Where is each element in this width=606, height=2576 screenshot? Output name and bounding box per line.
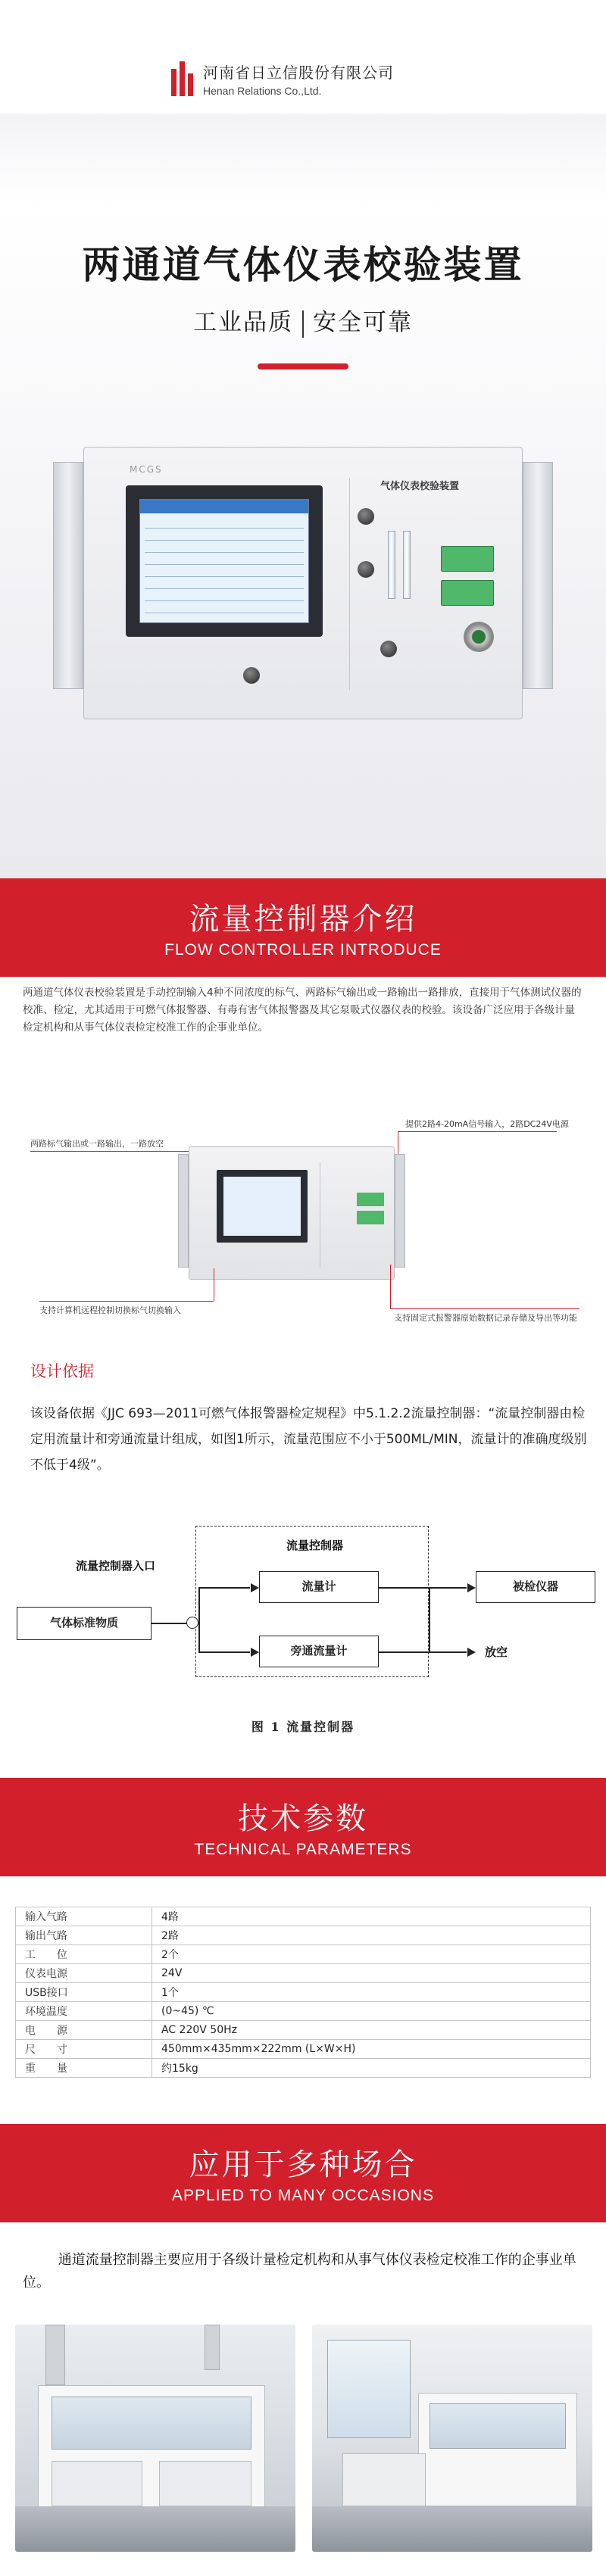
valve-knob-icon xyxy=(380,641,397,657)
section-title-cn: 技术参数 xyxy=(238,1801,368,1836)
flowmeter-tube-icon xyxy=(403,531,411,599)
design-basis-text: 该设备依据《JJC 693—2011可燃气体报警器检定规程》中5.1.2.2流量控制器：“流量控制器由检定用流量计和旁通流量计组成，如图1所示，流量范围应不小于500ML/MIN，流量计的准确度级别不低于4级”。 xyxy=(30,1406,587,1473)
company-logo xyxy=(171,61,394,97)
valve-knob-icon xyxy=(358,561,374,578)
diagram-dut-box: 被检仪器 xyxy=(476,1571,595,1603)
company-logo-icon xyxy=(171,61,194,96)
diagram-flowmeter-box: 流量计 xyxy=(259,1571,379,1603)
spec-row xyxy=(16,1926,591,1945)
control-knob-icon xyxy=(243,667,260,684)
arrow-icon xyxy=(467,1648,476,1657)
annotation-signal: 提供2路4-20mA信号输入，2路DC24V电源 xyxy=(405,1119,569,1129)
section-title-en: FLOW CONTROLLER INTRODUCE xyxy=(164,941,442,959)
spec-key: 尺 寸 xyxy=(16,2040,152,2059)
spec-key: 电 源 xyxy=(16,2021,152,2040)
design-basis-heading: 设计依据 xyxy=(30,1362,94,1380)
spec-row xyxy=(16,2002,591,2021)
spec-key: 输出气路 xyxy=(16,1926,152,1945)
logo-bar xyxy=(0,0,606,114)
section-banner-tech xyxy=(0,1778,606,1876)
valve-knob-icon xyxy=(358,508,374,525)
hero-section xyxy=(0,114,606,878)
section-title-en: APPLIED TO MANY OCCASIONS xyxy=(172,2187,434,2204)
spec-value: 2个 xyxy=(152,1945,591,1964)
annotated-device-figure xyxy=(0,1075,606,1333)
hero-accent-line xyxy=(258,363,348,370)
rack-ear-right xyxy=(523,462,553,689)
device-image xyxy=(53,439,553,719)
spec-value: 1个 xyxy=(152,1983,591,2002)
tagline-quality: 工业品质 xyxy=(193,309,293,336)
spec-key: 工 位 xyxy=(16,1945,152,1964)
panel-title: 气体仪表校验装置 xyxy=(380,481,460,492)
device-body xyxy=(83,447,523,719)
flowmeter-tube-icon xyxy=(388,531,395,599)
section-banner-apps xyxy=(0,2124,606,2222)
product-title: 两通道气体仪表校验装置 xyxy=(82,243,524,287)
company-name-cn: 河南省日立信股份有限公司 xyxy=(203,64,394,82)
arrow-icon xyxy=(251,1583,259,1592)
intro-paragraph: 两通道气体仪表校验装置是手动控制输入4种不同浓度的标气、两路标气输出或一路输出一路排放，直接用于气体测试仪器的校准、检定，尤其适用于可燃气体报警器、有毒有害气体报警器及其它泵吸式仪器仪表的校验。该设备广泛应用于各级计量检定机构和从事气体仪表检定校准工作的企事业单位。 xyxy=(23,987,582,1034)
diagram-caption: 图 1 流量控制器 xyxy=(251,1720,355,1734)
arrow-icon xyxy=(467,1583,476,1592)
lab-photo-right xyxy=(312,2325,592,2552)
diagram-source-box: 气体标准物质 xyxy=(17,1607,152,1640)
spec-value: 2路 xyxy=(152,1926,591,1945)
section-title-cn: 应用于多种场合 xyxy=(189,2147,417,2182)
spec-key: 环境温度 xyxy=(16,2002,152,2021)
company-name-en: Henan Relations Co.,Ltd. xyxy=(203,85,322,97)
lab-photo-left xyxy=(15,2325,295,2552)
spec-row xyxy=(16,1964,591,1983)
product-tagline xyxy=(0,303,606,338)
applications-paragraph: 通道流量控制器主要应用于各级计量检定机构和从事气体仪表检定校准工作的企事业单位。 xyxy=(23,2252,576,2291)
annotation-data: 支持固定式报警器原始数据记录存储及导出等功能 xyxy=(394,1313,577,1323)
device-photo-small xyxy=(178,1143,405,1280)
spec-row xyxy=(16,1983,591,2002)
spec-value: 24V xyxy=(152,1964,591,1983)
spec-value: (0~45) ℃ xyxy=(152,2002,591,2021)
device-brand: MCGS xyxy=(130,464,163,475)
diagram-vent-label: 放空 xyxy=(485,1645,508,1659)
spec-value: 4路 xyxy=(152,1907,591,1926)
signal-module-icon xyxy=(441,580,494,606)
rack-ear-left xyxy=(53,462,83,689)
diagram-bypass-box: 旁通流量计 xyxy=(259,1636,379,1667)
spec-row xyxy=(16,1945,591,1964)
arrow-icon xyxy=(251,1648,259,1657)
section-title-cn: 流量控制器介绍 xyxy=(189,902,417,937)
device-control-panel xyxy=(349,478,516,690)
spec-value: 450mm×435mm×222mm (L×W×H) xyxy=(152,2040,591,2059)
annotation-remote: 支持计算机远程控制切换标气切换输入 xyxy=(39,1305,181,1315)
tagline-divider xyxy=(302,310,304,338)
spec-key: USB接口 xyxy=(16,1983,152,2002)
diagram-controller-label: 流量控制器 xyxy=(286,1539,344,1552)
diagram-inlet-label: 流量控制器入口 xyxy=(76,1559,156,1573)
annotation-output: 两路标气输出或一路输出，一路放空 xyxy=(30,1139,164,1149)
section-title-en: TECHNICAL PARAMETERS xyxy=(194,1841,412,1858)
touch-screen xyxy=(126,485,323,637)
spec-row xyxy=(16,2059,591,2078)
spec-row xyxy=(16,1907,591,1926)
spec-key: 输入气路 xyxy=(16,1907,152,1926)
power-switch-icon xyxy=(464,622,494,652)
spec-value: AC 220V 50Hz xyxy=(152,2021,591,2040)
spec-key: 重 量 xyxy=(16,2059,152,2078)
spec-value: 约15kg xyxy=(152,2059,591,2078)
junction-valve-icon xyxy=(186,1617,198,1629)
spec-row xyxy=(16,2040,591,2059)
signal-module-icon xyxy=(441,546,494,572)
spec-row xyxy=(16,2021,591,2040)
section-banner-intro xyxy=(0,878,606,977)
spec-key: 仪表电源 xyxy=(16,1964,152,1983)
flow-controller-diagram xyxy=(0,1514,606,1757)
spec-table xyxy=(15,1907,591,2078)
tagline-safety: 安全可靠 xyxy=(313,309,413,336)
